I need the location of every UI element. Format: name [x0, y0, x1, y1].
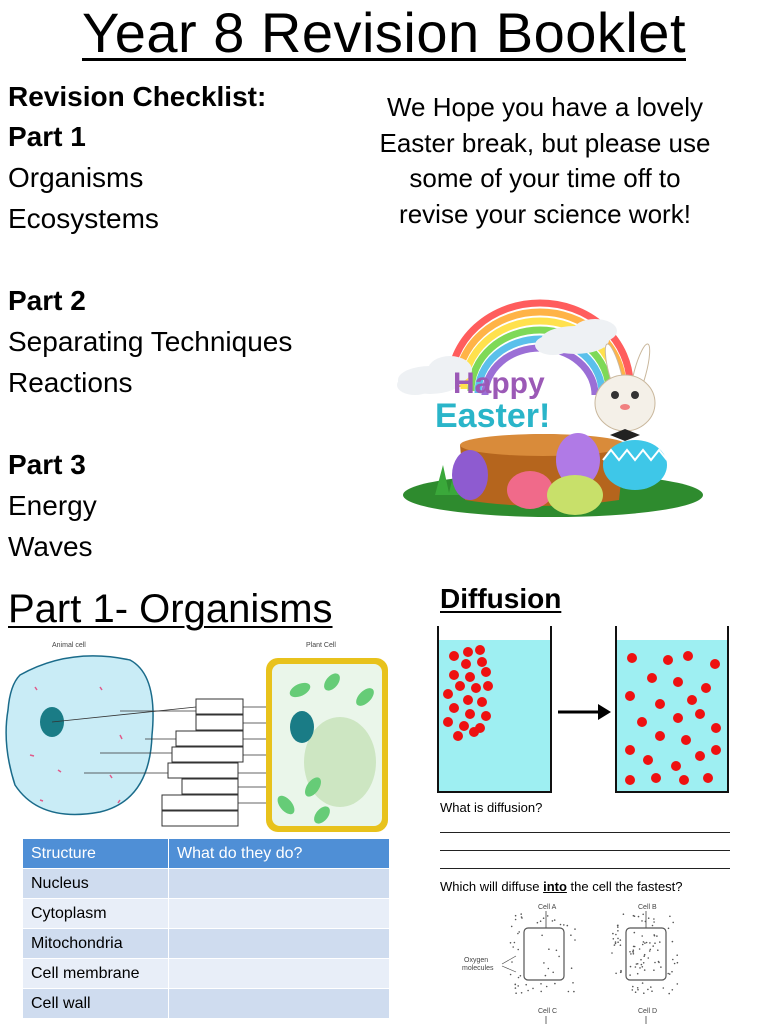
- oxygen-dot: [669, 916, 671, 918]
- oxygen-dot: [521, 916, 523, 918]
- oxygen-dot: [615, 941, 617, 943]
- oxygen-dot: [510, 974, 512, 976]
- oxygen-dot: [543, 917, 545, 919]
- oxygen-dot: [514, 984, 516, 986]
- oxygen-dot: [525, 984, 527, 986]
- table-cell-structure: Mitochondria: [23, 929, 169, 959]
- oxygen-dot: [639, 948, 641, 950]
- oxygen-dot: [548, 968, 550, 970]
- oxygen-dot: [515, 987, 517, 989]
- oxygen-dot: [644, 942, 646, 944]
- question-which-diffuses: Which will diffuse into the cell the fastest?: [440, 879, 683, 894]
- oxygen-dot: [617, 930, 619, 932]
- table-row: [23, 959, 390, 989]
- oxygen-dot: [654, 942, 656, 944]
- oxygen-dot: [644, 954, 646, 956]
- oxygen-dot: [547, 915, 549, 917]
- oxygen-dot: [669, 973, 671, 975]
- oxygen-dot: [615, 934, 617, 936]
- oxygen-dot: [637, 989, 639, 991]
- oxygen-dot: [613, 938, 615, 940]
- arrow-icon: [598, 704, 611, 720]
- easter-text-easter: Easter!: [435, 397, 551, 435]
- oxygen-dot: [632, 989, 634, 991]
- oxygen-dot: [629, 974, 631, 976]
- oxygen-dot: [556, 950, 558, 952]
- checklist-topic-waves: Waves: [8, 531, 93, 562]
- easter-message: We Hope you have a lovely Easter break, but please use some of your time off to revise your science work!: [379, 92, 711, 229]
- oxygen-dot: [520, 975, 522, 977]
- oxygen-dot: [558, 956, 560, 958]
- oxygen-dot: [615, 973, 617, 975]
- oxygen-dot: [677, 983, 679, 985]
- oxygen-dot: [642, 966, 644, 968]
- oxygen-dot: [574, 939, 576, 941]
- oxygen-dot: [643, 941, 645, 943]
- oxygen-dot: [629, 951, 631, 953]
- checklist-heading: Revision Checklist:: [8, 81, 267, 112]
- table-cell-answer[interactable]: [169, 899, 390, 929]
- checklist-part-3: Part 3: [8, 449, 86, 480]
- oxygen-dot: [612, 933, 614, 935]
- oxygen-dot: [552, 972, 554, 974]
- table-cell-answer[interactable]: [169, 989, 390, 1019]
- table-cell-structure: Cell membrane: [23, 959, 169, 989]
- table-row: [23, 869, 390, 899]
- label-boxes: [162, 699, 243, 826]
- oxygen-dot: [647, 989, 649, 991]
- oxygen-dot: [672, 941, 674, 943]
- oxygen-dot: [545, 975, 547, 977]
- checklist-part-1: Part 1: [8, 121, 86, 152]
- oxygen-dot: [614, 944, 616, 946]
- oxygen-dot: [567, 925, 569, 927]
- oxygen-dot: [546, 986, 548, 988]
- checklist-topic-separating: Separating Techniques: [8, 326, 293, 357]
- oxygen-dot: [623, 913, 625, 915]
- oxygen-dot: [674, 963, 676, 965]
- oxygen-dot: [611, 952, 613, 954]
- oxygen-dot: [677, 962, 679, 964]
- oxygen-dot: [633, 953, 635, 955]
- cell-a-label: Cell A: [538, 904, 557, 911]
- cell-a: [524, 928, 564, 980]
- oxygen-dot: [571, 967, 573, 969]
- oxygen-dot: [511, 926, 513, 928]
- oxygen-dot: [512, 946, 514, 948]
- oxygen-dot: [548, 948, 550, 950]
- oxygen-dot: [649, 942, 651, 944]
- oxygen-dot: [515, 915, 517, 917]
- oxygen-dot: [633, 949, 635, 951]
- answer-line[interactable]: [440, 850, 730, 851]
- oxygen-dot: [658, 962, 660, 964]
- question-what-is-diffusion: What is diffusion?: [440, 800, 543, 815]
- oxygen-dot: [617, 925, 619, 927]
- table-cell-answer[interactable]: [169, 929, 390, 959]
- oxygen-dot: [653, 921, 655, 923]
- table-row: [23, 899, 390, 929]
- animal-cell: [6, 656, 153, 815]
- oxygen-dot: [648, 957, 650, 959]
- oxygen-dot: [541, 935, 543, 937]
- oxygen-dot: [676, 954, 678, 956]
- oxygen-dot: [652, 925, 654, 927]
- oxygen-dot: [521, 992, 523, 994]
- oxygen-dot: [620, 944, 622, 946]
- oxygen-dot: [668, 993, 670, 995]
- oxygen-label-2: molecules: [462, 965, 494, 972]
- oxygen-dot: [537, 922, 539, 924]
- oxygen-dot: [643, 955, 645, 957]
- checklist-topic-energy: Energy: [8, 490, 97, 521]
- oxygen-dot: [517, 949, 519, 951]
- oxygen-dot: [653, 969, 655, 971]
- oxygen-dot: [540, 920, 542, 922]
- checklist-topic-reactions: Reactions: [8, 367, 133, 398]
- oxygen-dot: [540, 991, 542, 993]
- oxygen-dot: [667, 973, 669, 975]
- beaker-before-water: [438, 640, 551, 792]
- oxygen-dot: [656, 935, 658, 937]
- oxygen-dot: [654, 962, 656, 964]
- easter-illustration: [395, 295, 715, 540]
- oxygen-dot: [672, 989, 674, 991]
- table-cell-structure: Cytoplasm: [23, 899, 169, 929]
- oxygen-dot: [660, 966, 662, 968]
- checklist-topic-organisms: Organisms: [8, 162, 144, 193]
- oxygen-dot: [645, 921, 647, 923]
- oxygen-dot: [642, 944, 644, 946]
- oxygen-dot: [671, 971, 673, 973]
- oxygen-dot: [650, 949, 652, 951]
- table-row: [23, 989, 390, 1019]
- oxygen-dot: [639, 967, 641, 969]
- oxygen-dot: [643, 962, 645, 964]
- oxygen-dot: [651, 990, 653, 992]
- oxygen-dot: [511, 961, 513, 963]
- table-cell-structure: Cell wall: [23, 989, 169, 1019]
- structure-table: [22, 838, 390, 1019]
- oxygen-dot: [644, 969, 646, 971]
- oxygen-dot: [617, 938, 619, 940]
- oxygen-dot: [638, 916, 640, 918]
- easter-text-happy: Happy: [453, 367, 545, 400]
- cell-b: [626, 928, 666, 980]
- table-header-function: What do they do?: [169, 839, 390, 869]
- oxygen-dot: [630, 966, 632, 968]
- oxygen-dot: [510, 942, 512, 944]
- cell-diagram: [0, 635, 395, 835]
- oxygen-dot: [520, 913, 522, 915]
- oxygen-dot: [617, 926, 619, 928]
- oxygen-dot: [532, 988, 534, 990]
- oxygen-dot: [637, 963, 639, 965]
- oxygen-dot: [634, 932, 636, 934]
- oxygen-dot: [632, 986, 634, 988]
- oxygen-dot: [641, 964, 643, 966]
- plant-nucleus: [290, 711, 314, 743]
- oxygen-dot: [652, 945, 654, 947]
- diffusion-diagram: [430, 620, 740, 798]
- cell-d-label: Cell D: [638, 1008, 658, 1015]
- table-row: [23, 929, 390, 959]
- oxygen-dot: [518, 931, 520, 933]
- oxygen-label: Oxygen: [464, 957, 489, 964]
- oxygen-dot: [617, 941, 619, 943]
- table-cell-answer[interactable]: [169, 959, 390, 989]
- oxygen-dot: [540, 983, 542, 985]
- oxygen-dot: [515, 992, 517, 994]
- oxygen-dot: [552, 920, 554, 922]
- oxygen-dot: [527, 990, 529, 992]
- plant-cell-label: Plant Cell: [306, 642, 336, 649]
- oxygen-dot: [641, 920, 643, 922]
- oxygen-dot: [515, 919, 517, 921]
- oxygen-dot: [620, 970, 622, 972]
- oxygen-dot: [646, 942, 648, 944]
- oxygen-dot: [633, 946, 635, 948]
- oxygen-dot: [637, 987, 639, 989]
- cell-c-label: Cell C: [538, 1008, 558, 1015]
- table-header-structure: Structure: [23, 839, 169, 869]
- checklist-part-2: Part 2: [8, 285, 86, 316]
- checklist-topic-ecosystems: Ecosystems: [8, 203, 159, 234]
- table-cell-structure: Nucleus: [23, 869, 169, 899]
- oxygen-dot: [643, 992, 645, 994]
- oxygen-dot: [654, 935, 656, 937]
- oxygen-dot: [672, 922, 674, 924]
- oxygen-dot: [635, 991, 637, 993]
- cell-b-label: Cell B: [638, 904, 657, 911]
- answer-line[interactable]: [440, 832, 730, 833]
- oxygen-dot: [635, 966, 637, 968]
- oxygen-dot: [668, 928, 670, 930]
- oxygen-dot: [650, 986, 652, 988]
- oxygen-dot: [554, 983, 556, 985]
- emphasis-into: into: [543, 879, 567, 894]
- oxygen-dot: [640, 959, 642, 961]
- animal-cell-label: Animal cell: [52, 642, 86, 649]
- oxygen-dot: [657, 949, 659, 951]
- oxygen-dot: [630, 953, 632, 955]
- oxygen-dot: [572, 982, 574, 984]
- oxygen-dot: [615, 943, 617, 945]
- oxygen-dot: [574, 928, 576, 930]
- oxygen-dot: [672, 959, 674, 961]
- diffusion-heading: Diffusion: [440, 583, 562, 614]
- oxygen-dot: [634, 915, 636, 917]
- oxygen-dot: [563, 924, 565, 926]
- oxygen-dot: [642, 982, 644, 984]
- oxygen-dot: [570, 934, 572, 936]
- oxygen-dot: [514, 942, 516, 944]
- oxygen-dot: [637, 973, 639, 975]
- page-title: Year 8 Revision Booklet: [81, 1, 686, 64]
- oxygen-dot: [648, 917, 650, 919]
- oxygen-dot: [554, 919, 556, 921]
- oxygen-cells-diagram: [462, 900, 722, 1024]
- oxygen-dot: [663, 987, 665, 989]
- oxygen-dot: [517, 985, 519, 987]
- oxygen-dot: [659, 941, 661, 943]
- oxygen-dot: [560, 924, 562, 926]
- oxygen-dot: [518, 977, 520, 979]
- answer-line[interactable]: [440, 868, 730, 869]
- oxygen-dot: [641, 935, 643, 937]
- table-cell-answer[interactable]: [169, 869, 390, 899]
- oxygen-dot: [543, 962, 545, 964]
- oxygen-dot: [632, 951, 634, 953]
- oxygen-dot: [620, 939, 622, 941]
- oxygen-dot: [649, 950, 651, 952]
- oxygen-dot: [517, 933, 519, 935]
- part1-heading: Part 1- Organisms: [8, 587, 333, 631]
- oxygen-dot: [642, 914, 644, 916]
- oxygen-dot: [653, 918, 655, 920]
- oxygen-dot: [573, 991, 575, 993]
- oxygen-dot: [568, 991, 570, 993]
